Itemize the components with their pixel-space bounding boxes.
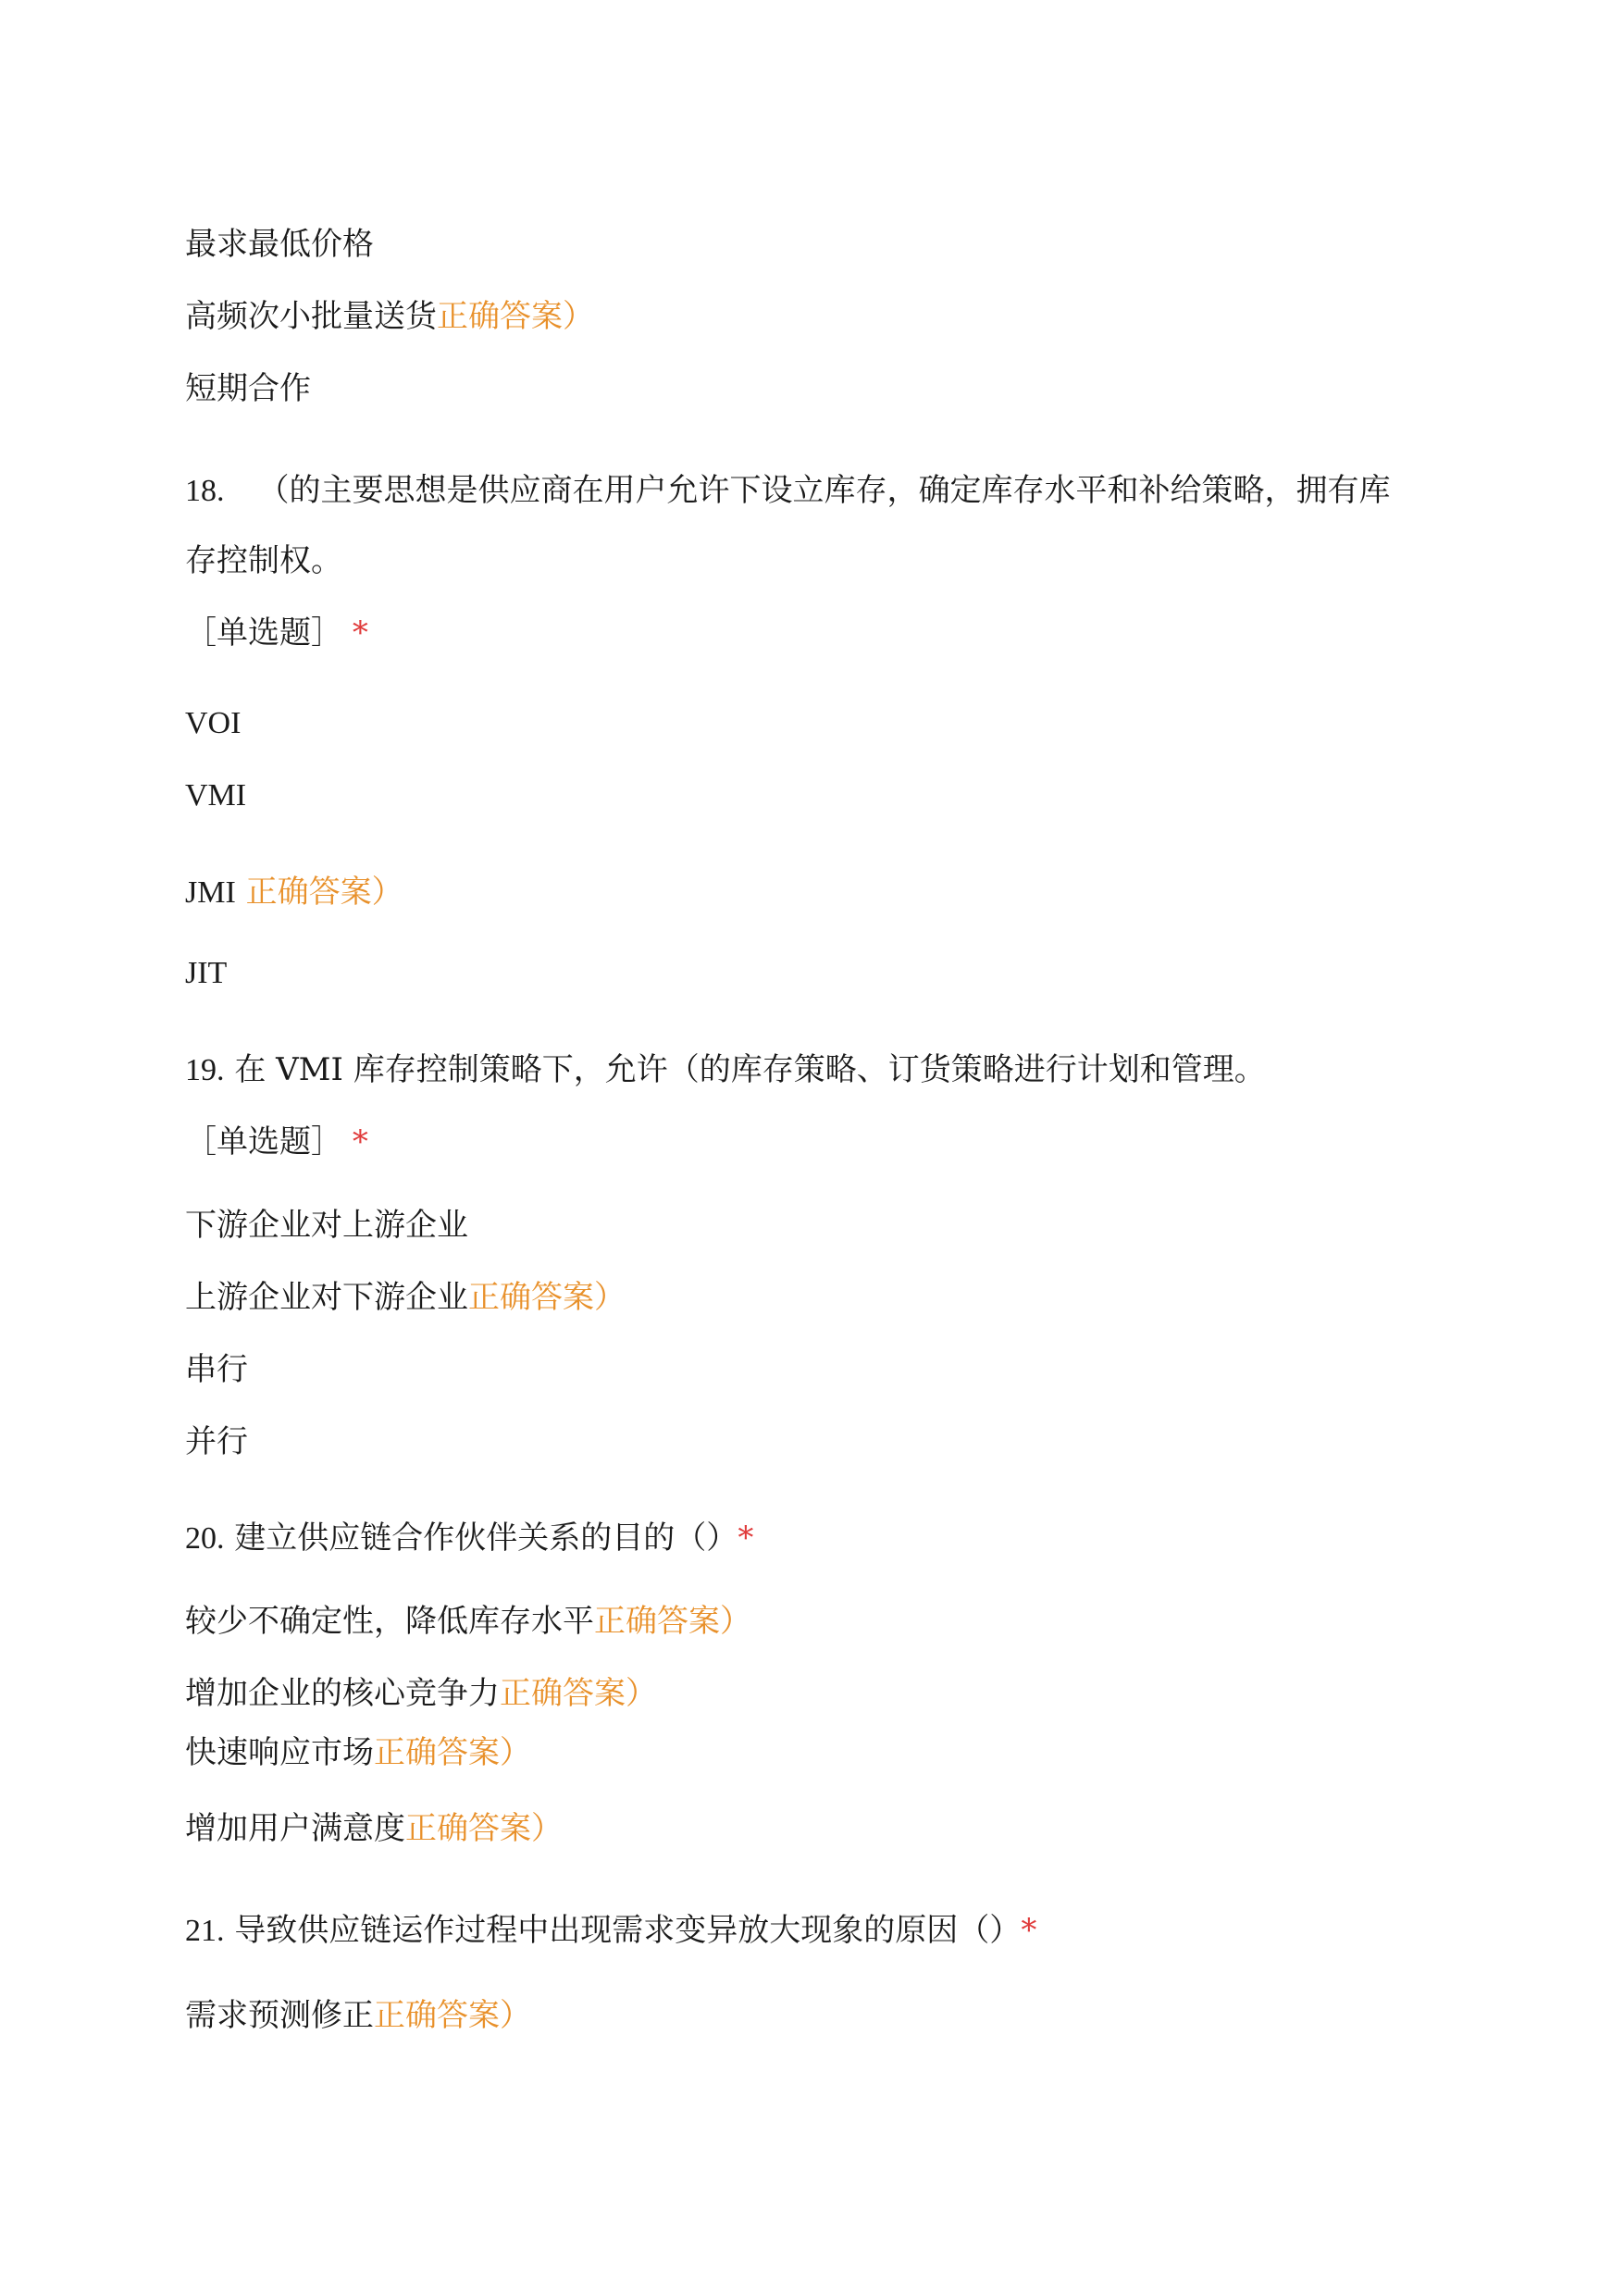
q19-option-3[interactable] <box>185 1351 248 1388</box>
option-text: JIT <box>185 956 228 990</box>
question-text: （的主要思想是供应商在用户允许下设立库存，确定库存水平和补给策略，拥有库 <box>257 472 1391 509</box>
option-text: 最求最低价格 <box>185 226 374 263</box>
q20-option-2[interactable] <box>185 1675 657 1712</box>
q17-option-1[interactable] <box>185 226 374 263</box>
question-text: 存控制权。 <box>185 542 342 579</box>
option-text: 高频次小批量送货 <box>185 298 437 335</box>
question-number: 20. <box>185 1521 225 1556</box>
question-number: 19. <box>185 1053 225 1087</box>
correct-answer-tag: 正确答案） <box>594 1603 751 1640</box>
correct-answer-tag: 正确答案） <box>437 298 594 335</box>
option-text: 快速响应市场 <box>185 1734 374 1771</box>
q18-type-label <box>185 614 368 651</box>
question-type: ［单选题］ <box>185 1123 342 1160</box>
q19-option-1[interactable] <box>185 1207 468 1244</box>
question-number: 18. <box>185 474 225 508</box>
option-text: 较少不确定性，降低库存水平 <box>185 1603 594 1640</box>
q18-question <box>185 472 1391 510</box>
option-text: VMI <box>185 778 247 813</box>
q21-question <box>185 1912 1036 1950</box>
q20-option-1[interactable] <box>185 1603 751 1640</box>
correct-answer-tag: 正确答案） <box>468 1279 626 1316</box>
required-mark: * <box>1021 1912 1037 1949</box>
option-text: 串行 <box>185 1351 248 1388</box>
q17-option-3[interactable] <box>185 370 311 407</box>
q21-option-1[interactable] <box>185 1997 531 2034</box>
q18-option-3[interactable] <box>185 874 403 912</box>
required-mark: * <box>352 1123 368 1160</box>
q17-option-2[interactable] <box>185 298 594 335</box>
q19-option-2[interactable] <box>185 1279 626 1316</box>
required-mark: * <box>352 614 368 651</box>
correct-answer-tag: 正确答案） <box>374 1734 531 1771</box>
q19-type-label <box>185 1123 368 1160</box>
q20-option-3[interactable] <box>185 1734 531 1771</box>
option-text: 增加用户满意度 <box>185 1810 405 1847</box>
question-number: 21. <box>185 1914 225 1948</box>
q18-question-cont <box>185 542 342 579</box>
q18-option-1[interactable] <box>185 705 241 742</box>
option-text: 下游企业对上游企业 <box>185 1207 468 1244</box>
question-text: 在 VMI 库存控制策略下，允许（的库存策略、订货策略进行计划和管理。 <box>234 1051 1266 1088</box>
correct-answer-tag: 正确答案） <box>245 874 403 911</box>
question-text: 建立供应链合作伙伴关系的目的（） <box>234 1520 738 1557</box>
q19-option-4[interactable] <box>185 1423 248 1460</box>
option-text: 短期合作 <box>185 370 311 407</box>
q18-option-2[interactable] <box>185 777 246 814</box>
q20-option-4[interactable] <box>185 1810 563 1847</box>
required-mark: * <box>738 1520 754 1557</box>
q19-question <box>185 1051 1266 1089</box>
option-text: 上游企业对下游企业 <box>185 1279 468 1316</box>
correct-answer-tag: 正确答案） <box>374 1997 531 2034</box>
option-text: 并行 <box>185 1423 248 1460</box>
option-text: 增加企业的核心竞争力 <box>185 1675 500 1712</box>
q18-option-4[interactable] <box>185 955 227 992</box>
correct-answer-tag: 正确答案） <box>500 1675 657 1712</box>
option-text: 需求预测修正 <box>185 1997 374 2034</box>
option-text: VOI <box>185 706 242 740</box>
correct-answer-tag: 正确答案） <box>405 1810 563 1847</box>
q20-question <box>185 1520 753 1557</box>
option-text: JMI <box>185 875 236 910</box>
question-type: ［单选题］ <box>185 614 342 651</box>
question-text: 导致供应链运作过程中出现需求变异放大现象的原因（） <box>234 1912 1022 1949</box>
